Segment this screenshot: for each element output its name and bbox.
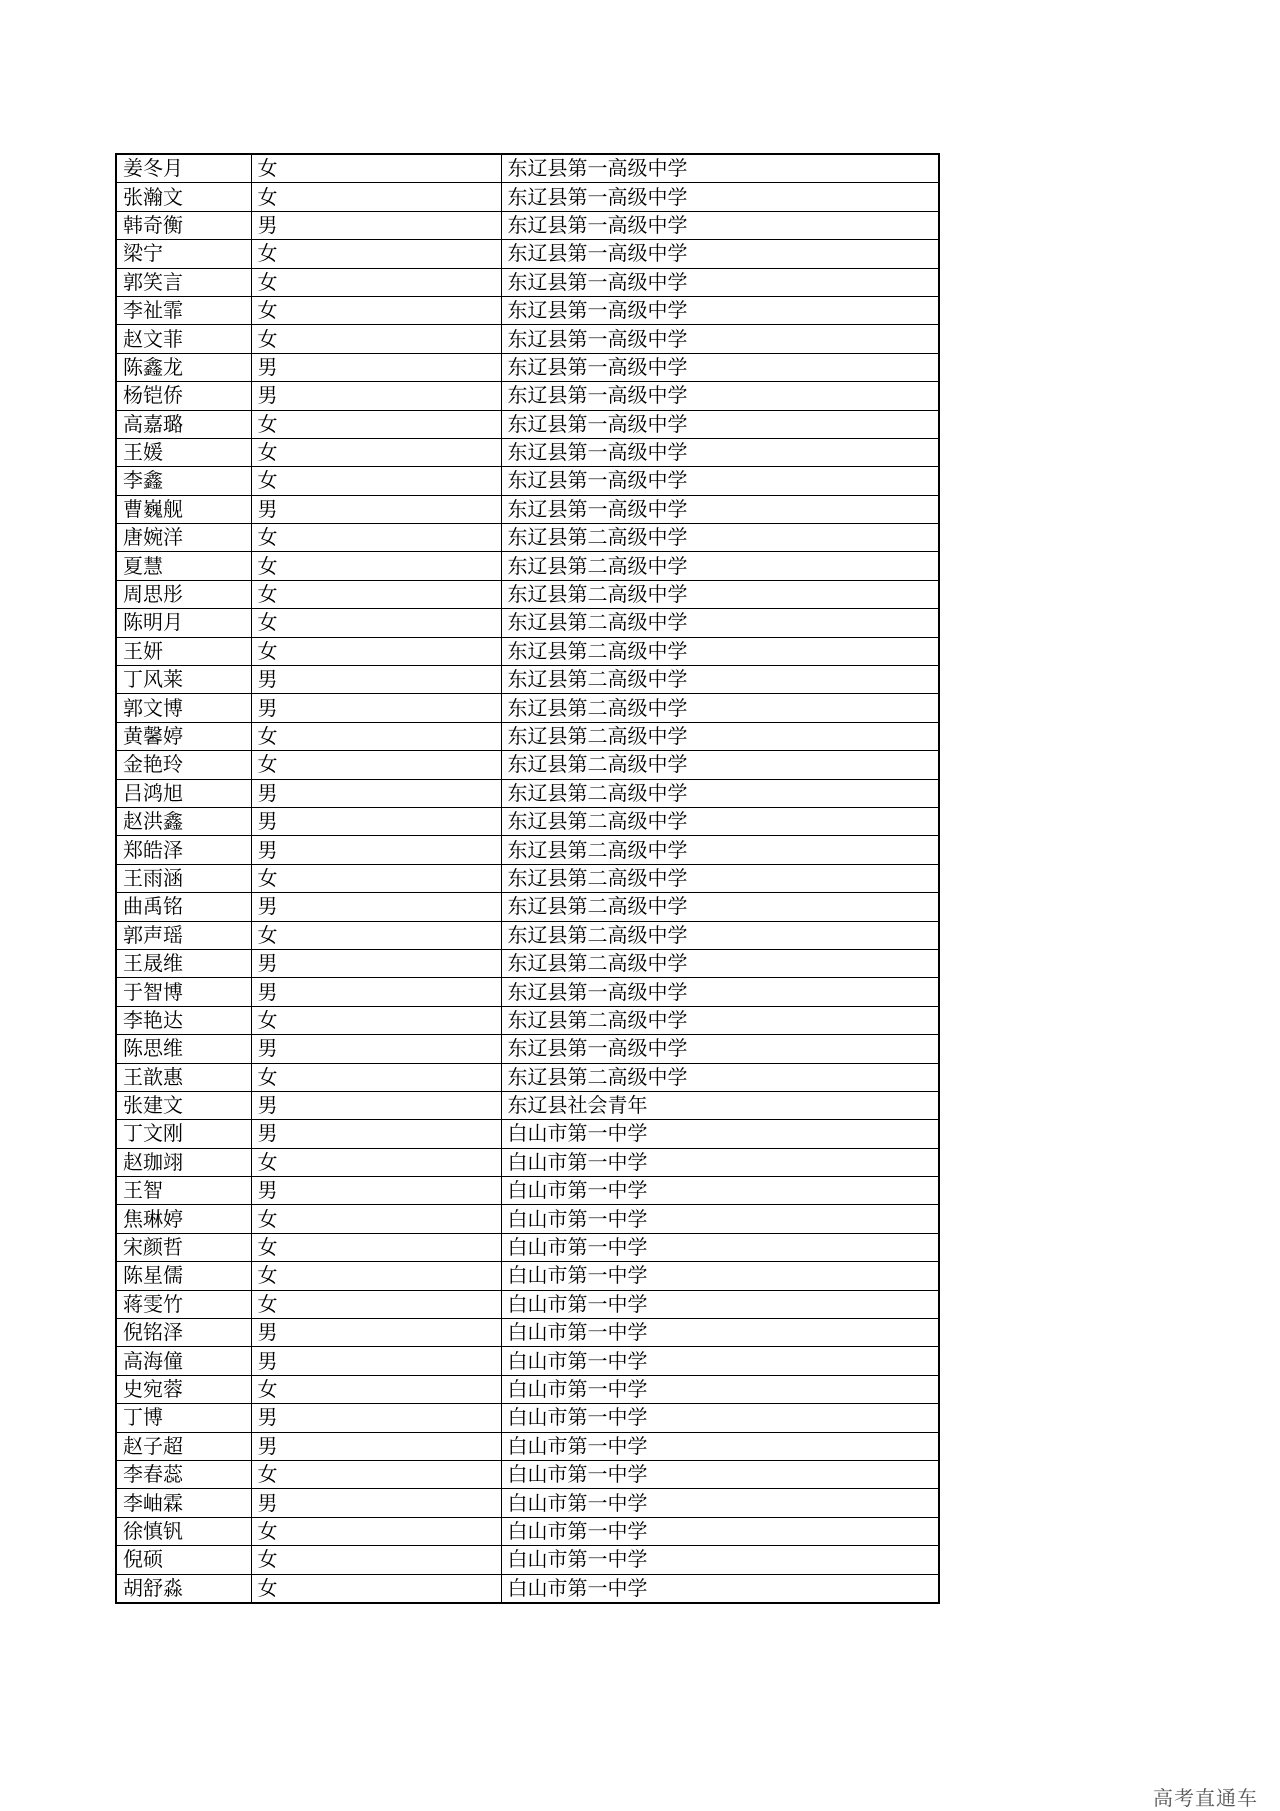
school-cell: 东辽县第二高级中学 [501,580,939,608]
table-row [116,807,939,835]
gender-cell: 女 [251,1148,501,1176]
gender-cell: 男 [251,978,501,1006]
table-row [116,438,939,466]
gender-cell: 女 [251,154,501,183]
school-cell: 东辽县第一高级中学 [501,978,939,1006]
table-row [116,211,939,239]
gender-cell: 女 [251,1262,501,1290]
school-cell: 白山市第一中学 [501,1148,939,1176]
table-row [116,609,939,637]
table-row [116,1574,939,1603]
name-cell: 陈鑫龙 [116,353,251,381]
table-row [116,864,939,892]
school-cell: 东辽县第一高级中学 [501,438,939,466]
name-cell: 王晟维 [116,949,251,977]
table-row [116,1205,939,1233]
gender-cell: 男 [251,382,501,410]
school-cell: 东辽县第一高级中学 [501,268,939,296]
name-cell: 韩奇衡 [116,211,251,239]
school-cell: 东辽县第二高级中学 [501,694,939,722]
table-row [116,296,939,324]
name-cell: 高嘉璐 [116,410,251,438]
name-cell: 李祉霏 [116,296,251,324]
table-row [116,779,939,807]
table-row [116,1375,939,1403]
name-cell: 夏慧 [116,552,251,580]
name-cell: 倪铭泽 [116,1319,251,1347]
gender-cell: 女 [251,637,501,665]
gender-cell: 女 [251,1460,501,1488]
name-cell: 徐慎钒 [116,1517,251,1545]
name-cell: 丁博 [116,1404,251,1432]
school-cell: 东辽县第二高级中学 [501,637,939,665]
table-row [116,1063,939,1091]
gender-cell: 女 [251,183,501,211]
gender-cell: 女 [251,921,501,949]
school-cell: 东辽县第二高级中学 [501,1006,939,1034]
school-cell: 白山市第一中学 [501,1574,939,1603]
school-cell: 东辽县第一高级中学 [501,382,939,410]
table-row [116,1489,939,1517]
name-cell: 王智 [116,1177,251,1205]
name-cell: 丁文刚 [116,1120,251,1148]
name-cell: 郭声瑶 [116,921,251,949]
gender-cell: 男 [251,1404,501,1432]
name-cell: 陈星儒 [116,1262,251,1290]
gender-cell: 女 [251,325,501,353]
name-cell: 王歆惠 [116,1063,251,1091]
name-cell: 焦琳婷 [116,1205,251,1233]
school-cell: 东辽县第二高级中学 [501,893,939,921]
table-row [116,495,939,523]
school-cell: 东辽县第二高级中学 [501,779,939,807]
roster-body [116,154,939,1603]
name-cell: 曲禹铭 [116,893,251,921]
school-cell: 东辽县第二高级中学 [501,609,939,637]
table-row [116,410,939,438]
table-row [116,1006,939,1034]
gender-cell: 女 [251,1205,501,1233]
name-cell: 张瀚文 [116,183,251,211]
table-row [116,893,939,921]
table-row [116,637,939,665]
school-cell: 白山市第一中学 [501,1404,939,1432]
name-cell: 姜冬月 [116,154,251,183]
gender-cell: 女 [251,467,501,495]
table-row [116,325,939,353]
gender-cell: 男 [251,1120,501,1148]
gender-cell: 男 [251,666,501,694]
name-cell: 赵洪鑫 [116,807,251,835]
table-row [116,467,939,495]
school-cell: 东辽县第一高级中学 [501,495,939,523]
name-cell: 杨铠侨 [116,382,251,410]
name-cell: 高海僮 [116,1347,251,1375]
table-row [116,552,939,580]
table-row [116,949,939,977]
table-row [116,1035,939,1063]
table-row [116,268,939,296]
table-row [116,1233,939,1261]
table-row [116,580,939,608]
school-cell: 白山市第一中学 [501,1233,939,1261]
gender-cell: 女 [251,1517,501,1545]
table-row [116,836,939,864]
table-row [116,666,939,694]
name-cell: 唐婉洋 [116,524,251,552]
gender-cell: 女 [251,1574,501,1603]
table-row [116,1347,939,1375]
gender-cell: 男 [251,1035,501,1063]
table-row [116,751,939,779]
gender-cell: 女 [251,1546,501,1574]
name-cell: 赵子超 [116,1432,251,1460]
name-cell: 李岫霖 [116,1489,251,1517]
school-cell: 东辽县社会青年 [501,1091,939,1119]
gender-cell: 男 [251,495,501,523]
gender-cell: 男 [251,1489,501,1517]
gender-cell: 女 [251,1233,501,1261]
gender-cell: 男 [251,949,501,977]
name-cell: 史宛蓉 [116,1375,251,1403]
table-row [116,240,939,268]
school-cell: 东辽县第一高级中学 [501,154,939,183]
gender-cell: 女 [251,552,501,580]
table-row [116,1290,939,1318]
school-cell: 白山市第一中学 [501,1489,939,1517]
gender-cell: 女 [251,1290,501,1318]
table-row [116,1404,939,1432]
gender-cell: 女 [251,751,501,779]
gender-cell: 女 [251,1006,501,1034]
table-row [116,1262,939,1290]
school-cell: 东辽县第二高级中学 [501,836,939,864]
name-cell: 陈明月 [116,609,251,637]
name-cell: 金艳玲 [116,751,251,779]
school-cell: 白山市第一中学 [501,1460,939,1488]
name-cell: 黄馨婷 [116,722,251,750]
school-cell: 白山市第一中学 [501,1375,939,1403]
school-cell: 东辽县第二高级中学 [501,666,939,694]
table-row [116,1319,939,1347]
gender-cell: 女 [251,438,501,466]
school-cell: 东辽县第二高级中学 [501,722,939,750]
school-cell: 东辽县第一高级中学 [501,410,939,438]
gender-cell: 男 [251,211,501,239]
gender-cell: 女 [251,240,501,268]
school-cell: 白山市第一中学 [501,1205,939,1233]
school-cell: 白山市第一中学 [501,1347,939,1375]
name-cell: 曹巍舰 [116,495,251,523]
school-cell: 白山市第一中学 [501,1319,939,1347]
gender-cell: 女 [251,410,501,438]
watermark-text: 高考直通车 [1153,1786,1258,1810]
table-row [116,183,939,211]
school-cell: 东辽县第二高级中学 [501,751,939,779]
name-cell: 梁宁 [116,240,251,268]
name-cell: 赵文菲 [116,325,251,353]
school-cell: 白山市第一中学 [501,1290,939,1318]
gender-cell: 男 [251,1091,501,1119]
school-cell: 东辽县第二高级中学 [501,921,939,949]
school-cell: 东辽县第二高级中学 [501,524,939,552]
roster-table [115,153,940,1604]
name-cell: 王妍 [116,637,251,665]
table-row [116,353,939,381]
table-row [116,1091,939,1119]
gender-cell: 女 [251,296,501,324]
table-row [116,524,939,552]
gender-cell: 男 [251,893,501,921]
school-cell: 东辽县第二高级中学 [501,552,939,580]
name-cell: 张建文 [116,1091,251,1119]
school-cell: 东辽县第一高级中学 [501,183,939,211]
school-cell: 白山市第一中学 [501,1546,939,1574]
table-row [116,1177,939,1205]
school-cell: 白山市第一中学 [501,1517,939,1545]
name-cell: 倪硕 [116,1546,251,1574]
gender-cell: 女 [251,268,501,296]
school-cell: 东辽县第二高级中学 [501,864,939,892]
name-cell: 丁风莱 [116,666,251,694]
table-row [116,694,939,722]
name-cell: 蒋雯竹 [116,1290,251,1318]
school-cell: 东辽县第一高级中学 [501,240,939,268]
table-row [116,382,939,410]
table-row [116,1460,939,1488]
gender-cell: 男 [251,1347,501,1375]
school-cell: 白山市第一中学 [501,1432,939,1460]
school-cell: 东辽县第二高级中学 [501,1063,939,1091]
table-row [116,722,939,750]
gender-cell: 男 [251,1432,501,1460]
name-cell: 郭笑言 [116,268,251,296]
school-cell: 东辽县第二高级中学 [501,949,939,977]
table-row [116,1546,939,1574]
table-row [116,1432,939,1460]
gender-cell: 女 [251,580,501,608]
gender-cell: 男 [251,694,501,722]
name-cell: 胡舒淼 [116,1574,251,1603]
table-row [116,1517,939,1545]
gender-cell: 男 [251,353,501,381]
gender-cell: 男 [251,1177,501,1205]
gender-cell: 男 [251,807,501,835]
school-cell: 东辽县第一高级中学 [501,211,939,239]
name-cell: 王雨涵 [116,864,251,892]
gender-cell: 女 [251,1063,501,1091]
table-row [116,1120,939,1148]
name-cell: 李艳达 [116,1006,251,1034]
name-cell: 于智博 [116,978,251,1006]
gender-cell: 女 [251,722,501,750]
gender-cell: 女 [251,1375,501,1403]
school-cell: 白山市第一中学 [501,1177,939,1205]
name-cell: 郭文博 [116,694,251,722]
school-cell: 白山市第一中学 [501,1262,939,1290]
gender-cell: 女 [251,609,501,637]
table-row [116,154,939,183]
school-cell: 东辽县第一高级中学 [501,296,939,324]
school-cell: 东辽县第一高级中学 [501,325,939,353]
gender-cell: 男 [251,779,501,807]
name-cell: 吕鸿旭 [116,779,251,807]
gender-cell: 男 [251,836,501,864]
name-cell: 赵珈翊 [116,1148,251,1176]
name-cell: 李鑫 [116,467,251,495]
school-cell: 东辽县第一高级中学 [501,467,939,495]
school-cell: 东辽县第一高级中学 [501,1035,939,1063]
school-cell: 白山市第一中学 [501,1120,939,1148]
name-cell: 宋颜哲 [116,1233,251,1261]
table-row [116,921,939,949]
school-cell: 东辽县第一高级中学 [501,353,939,381]
name-cell: 周思彤 [116,580,251,608]
gender-cell: 女 [251,524,501,552]
table-row [116,978,939,1006]
name-cell: 李春蕊 [116,1460,251,1488]
gender-cell: 女 [251,864,501,892]
name-cell: 郑皓泽 [116,836,251,864]
table-row [116,1148,939,1176]
gender-cell: 男 [251,1319,501,1347]
name-cell: 陈思维 [116,1035,251,1063]
school-cell: 东辽县第二高级中学 [501,807,939,835]
name-cell: 王媛 [116,438,251,466]
